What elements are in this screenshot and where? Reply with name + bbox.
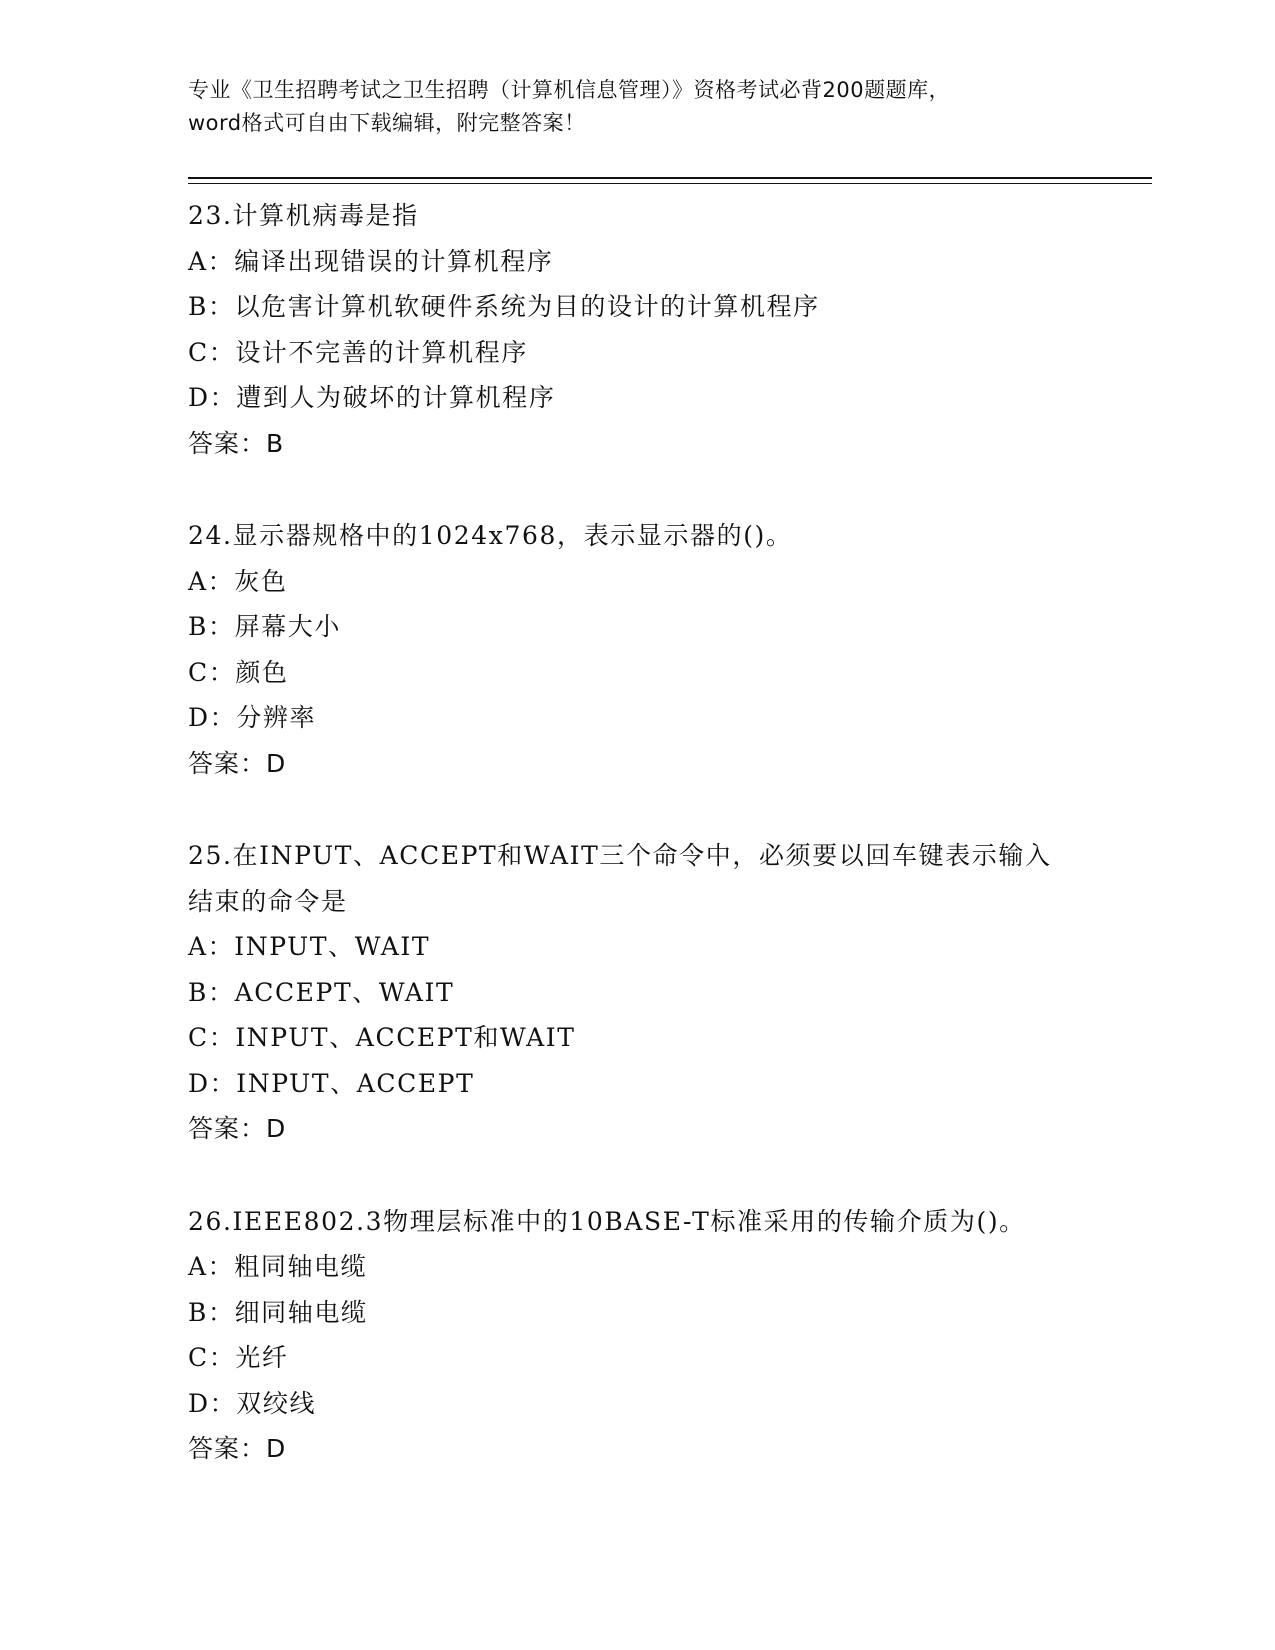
question-stem: 25.在INPUT、ACCEPT和WAIT三个命令中，必须要以回车键表示输入 <box>188 841 1052 870</box>
option-c: C：设计不完善的计算机程序 <box>188 337 528 367</box>
option-b: B：ACCEPT、WAIT <box>188 977 455 1007</box>
option-a: A：编译出现错误的计算机程序 <box>188 246 554 276</box>
option-c: C：颜色 <box>188 657 289 687</box>
answer-label: 答案：D <box>188 1434 287 1463</box>
question-25 <box>188 833 1088 1152</box>
question-stem: 26.IEEE802.3物理层标准中的10BASE-T标准采用的传输介质为()。 <box>188 1206 1026 1236</box>
header-title-line: 专业《卫生招聘考试之卫生招聘（计算机信息管理）》资格考试必背200题题库， <box>188 78 951 102</box>
option-d: D：分辨率 <box>188 703 317 732</box>
option-c: C：INPUT、ACCEPT和WAIT <box>188 1023 576 1052</box>
question-stem: 23.计算机病毒是指 <box>188 201 419 230</box>
option-d: D：双绞线 <box>188 1388 317 1418</box>
option-a: A：粗同轴电缆 <box>188 1252 368 1281</box>
answer-label: 答案：B <box>188 428 285 458</box>
header-divider-thin <box>188 183 1152 184</box>
answer-label: 答案：D <box>188 1114 287 1143</box>
option-b: B：以危害计算机软硬件系统为目的设计的计算机程序 <box>188 292 820 321</box>
question-24 <box>188 513 1088 786</box>
option-a: A：灰色 <box>188 566 288 596</box>
option-b: B：屏幕大小 <box>188 612 341 641</box>
answer-label: 答案：D <box>188 748 287 778</box>
option-a: A：INPUT、WAIT <box>188 932 431 961</box>
question-stem: 24.显示器规格中的1024x768，表示显示器的()。 <box>188 521 793 550</box>
option-d: D：遭到人为破坏的计算机程序 <box>188 383 556 412</box>
option-d: D：INPUT、ACCEPT <box>188 1068 475 1098</box>
question-26 <box>188 1199 1088 1472</box>
question-list <box>188 193 1088 1472</box>
option-b: B：细同轴电缆 <box>188 1297 368 1327</box>
question-23 <box>188 193 1088 466</box>
header-divider-thick <box>188 177 1152 179</box>
question-stem-continuation: 结束的命令是 <box>188 886 348 916</box>
document-header <box>188 74 1088 140</box>
header-subtitle-line: word格式可自由下载编辑，附完整答案！ <box>188 111 586 135</box>
option-c: C：光纤 <box>188 1343 289 1372</box>
